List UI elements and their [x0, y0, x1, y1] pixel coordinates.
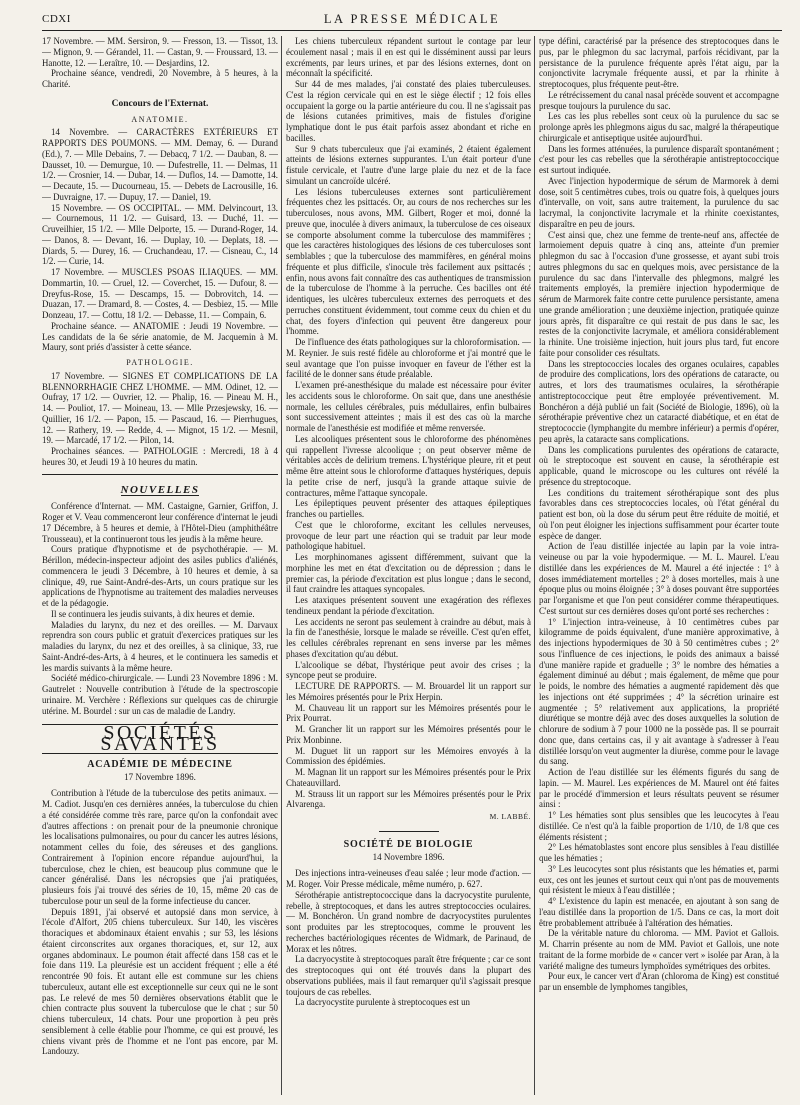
paragraph: L'alcoolique se débat, l'hystérique peut avoir des crises ; la syncope peut se produire. [286, 659, 531, 681]
page-number: CDXI [42, 13, 71, 25]
paragraph: C'est que le chloroforme, excitant les cellules nerveuses, provoque de leur part une réaction qui se traduit par leur mode pathologique habituel. [286, 519, 531, 552]
session-date: 17 Novembre 1896. [124, 771, 196, 782]
paragraph: Dans les complications purulentes des opérations de cataracte, où le streptocoque est souvent en cause, la sérothérapie est applicable, quand le microscope ou les cultures ont révélé la présence du streptocoque. [539, 444, 779, 487]
paragraph: 1° Les hématies sont plus sensibles que les leucocytes à l'eau distillée. Ce n'est qu'à la faible proportion de 1/10, de 1/8 que ces éléments résistent ; [539, 810, 779, 842]
subheading-anatomie: ANATOMIE. [131, 114, 189, 124]
paragraph: Le rétrécissement du canal nasal précède souvent et accompagne presque toujours la purulence du sac. [539, 89, 779, 111]
section-heading-nouvelles: NOUVELLES [120, 483, 200, 496]
paragraph: Avec l'injection hypodermique de sérum de Marmorek à demi dose, soit 5 centimètres cubes, trois ou quatre fois, à quelques jours d'intervalle, on voit, sans autre traitement, la purulence du sac lacrymal, la conjonctivite lacrymale et la rhinite coexistantes, disparaître en peu de jours. [539, 175, 779, 229]
column-divider-1 [281, 36, 282, 1095]
paragraph: Les lésions tuberculeuses externes sont particulièrement fréquentes chez les psittacés. Or, au cours de nos recherches sur les tuberculoses, nous avons, MM. Gilbert, Roger et moi, donné la preuve que, inoculée à divers animaux, la tuberculose de ces oiseaux se comporte absolument comme la tuberculose des mammifères ; que les caractères histologiques des lésions de ces tuberculoses sont semblables ; que la tuberculose des mammifères, en général moins fréquente et plus difficile, s'inocule très facilement aux psittacés ; enfin, nous avons fait connaître des cas authentiques de transmission de la tuberculose de l'homme à la perruche. Ces bacilles ont été identiques, les ulcères tuberculeux externes des perroquets et des perruches constituent évidemment, tout comme ceux du chien et du chat, des foyers d'infection qui peuvent être dangereux pour l'homme. [286, 186, 531, 337]
paragraph: M. Strauss lit un rapport sur les Mémoires présentés pour le Prix Alvarenga. [286, 788, 531, 810]
paragraph: Maladies du larynx, du nez et des oreilles. — M. Darvaux reprendra son cours public et gratuit d'exercices pratiques sur les maladies du larynx, du nez et des oreilles, à sa clinique, 33, rue Saint-André-des-Arts, à 4 heures, et le continuera les samedis et les mardis suivants à la même heure. [42, 619, 278, 673]
paragraph: 4° L'existence du lapin est menacée, en ajoutant à son sang de l'eau distillée dans la proportion de 1/5. Dans ce cas, la mort doit être probablement attribuée à l'altération des hématies. [539, 896, 779, 928]
paragraph: De l'influence des états pathologiques sur la chloroformisation. — M. Reynier. Je suis resté fidèle au chloroforme et j'ai montré que le seul avantage que l'on puisse invoquer en faveur de l'éther est la facilité de le donner sans étude préalable. [286, 337, 531, 380]
paragraph: 14 Novembre. — CARACTÈRES EXTÉRIEURS ET RAPPORTS DES POUMONS. — MM. Demay, 6. — Durand (Ed.), 7. — Mlle Debains, 7. — Debacq, 7 1/2. — Dauban, 8. — Dausset, 10. — Demurgue, 10. — Dufestrelle, 11. — Delmas, 11 1/2. — Crosnier, 14. — Dubar, 14. — Duflos, 14. — Damotte, 14. — Decaute, 15. — Ducourneau, 15. — Debets de Lacrousille, 16. — Duvraigne, 17. — Dupuy, 17. — Daniel, 19. [42, 127, 278, 202]
paragraph: Les cas les plus rebelles sont ceux où la purulence du sac se prolonge après les phlegmons aigus du sac, malgré la thérapeutique chirurgicale et antiseptique usitée aujourd'hui. [539, 111, 779, 143]
column-3 [539, 36, 779, 1095]
paragraph: Les chiens tuberculeux répandent surtout le contage par leur écoulement nasal ; mais il en est qui le disséminent aussi par leurs excréments, par leurs urines, et par des lésions externes, dont on méconnaît la spécificité. [286, 36, 531, 79]
paragraph: Dans les formes atténuées, la purulence disparaît spontanément ; c'est pour les cas rebelles que la sérothérapie antistreptococcique est surtout indiquée. [539, 143, 779, 175]
paragraph: Depuis 1891, j'ai observé et autopsié dans mon service, à l'école d'Alfort, 205 chiens tuberculeux. Sur 140, les viscères thoraciques et abdominaux étaient envahis ; sur 53, les lésions étaient circonscrites aux organes thoraciques, et, sur 12, aux organes abdominaux. Le poumon était affecté dans 158 cas et le foie dans 119. La pleurésie est un accident fréquent ; elle a été rencontrée 90 fois. Et autant elle est commune sur les chiens tuberculeux, autant elle est exceptionnelle sur ceux qui ne le sont pas. Le relevé de mes 50 dernières observations établit que le chien contracte plus souvent la tuberculose que le chat ; sur 50 chiens tuberculeux, 14 chats. Pour une proportion à peu près sensiblement à celle établie pour l'homme, ce qui est prouvé, les chiens vivant près de l'homme et ne l'ont pas encore, par M. Landouzy. [42, 906, 278, 1057]
paragraph: Les épileptiques peuvent présenter des attaques épileptiques franches ou partielles. [286, 498, 531, 519]
paragraph: M. Chauveau lit un rapport sur les Mémoires présentés pour le Prix Pourrat. [286, 702, 531, 724]
divider [42, 474, 278, 475]
subheading-pathologie: PATHOLOGIE. [126, 358, 194, 367]
paragraph: 1° L'injection intra-veineuse, à 10 centimètres cubes par kilogramme de poids équivalent, d'une manière approximative, à des injections hypodermiques de 30 à 50 centimètres cubes ; 2° sous l'influence de ces injections, le poids des animaux a baissé d'une manière rapide et graduelle ; 3° le nombre des hématies a également diminué au début ; mais également, de même que pour le poids, le nombre des hématies a augmenté rapidement dès que les injections ont été supprimées ; 4° la sécrétion urinaire est augmentée ; 5° relativement aux applications, la propriété diurétique se montre déjà avec des doses auxquelles la solution de chlorure de sodium à 7 pour 1000 ne la possède pas. Il se pourrait donc que, dans certains cas, il y ait avantage à s'adresser à l'eau distillée lorsqu'on veut augmenter la diurèse, comme pour le lavage du sang. [539, 616, 779, 767]
paragraph: Action de l'eau distillée injectée au lapin par la voie intra-veineuse ou par la voie hypodermique. — M. L. Maurel. L'eau distillée dans les expériences de M. Maurel a été injectée : 1° à doses immédiatement mortelles ; 2° à doses mortelles, mais à une époque plus ou moins éloignée ; 3° à doses pouvant être supportées par l'organisme et que l'on peut considérer comme thérapeutiques. C'est surtout sur ces dernières doses qu'ont porté ses recherches : [539, 541, 779, 616]
paragraph: De la véritable nature du chloroma. — MM. Paviot et Gallois. M. Charrin présente au nom de MM. Paviot et Gallois, une note traitant de la forme morbide de « cancer vert » isolée par Aran, à la variété maligne des tumeurs lymphoïdes symétriques des orbites. [539, 928, 779, 971]
paragraph: Sur 44 de mes malades, j'ai constaté des plaies tuberculeuses. C'est la région cervicale qui en est le siège électif ; 12 fois elles occupaient la gorge ou la partie antérieure du cou. Il ne s'agissait pas de lésions cutanées primitives, mais de fistules d'origine lymphatique dont le pus était parfois assez abondant et riche en bacilles. [286, 79, 531, 143]
paragraph: 17 Novembre. — MUSCLES PSOAS ILIAQUES. — MM. Dommartin, 10. — Cruel, 12. — Coverchet, 15. — Dufour, 8. — Dreyfus-Rose, 15. — Descamps, 15. — Dobrovitch, 14. — Duazan, 17. — Dramard, 8. — Costes, 4. — Desbiez, 15. — Mlle Donzeau, 17. — Cottu, 18 1/2. — Debasse, 11. — Compain, 6. [42, 267, 278, 320]
session-date: 14 Novembre 1896. [372, 851, 445, 862]
paragraph: 17 Novembre. — SIGNES ET COMPLICATIONS DE LA BLENNORRHAGIE CHEZ L'HOMME. — MM. Odinet, 12. — Oufray, 17 1/2. — Ouvrier, 12. — Phalip, 16. — Pineau M. H., 14. — Pouliot, 17. — Moineau, 13. — Mlle Przesjewsky, 16. — Quillier, 16 1/2. — Papon, 15. — Pascaud, 16. — Pierrhugues, 12. — Rathery, 19. — Redde, 4. — Mignot, 15 1/2. — Mesnil, 19. — Marcadé, 17 1/2. — Pilon, 14. [42, 370, 278, 446]
subsection-heading-biologie: SOCIÉTÉ DE BIOLOGIE [343, 838, 474, 850]
paragraph: Pour eux, le cancer vert d'Aran (chloroma de King) est constitué par un ensemble de lymphomes tangibles, [539, 971, 779, 992]
paragraph: 3° Les leucocytes sont plus résistants que les hématies et, parmi eux, ces ont les jeunes et surtout ceux qui n'ont pas de mouvements qui résistent le mieux à l'eau distillée ; [539, 863, 779, 896]
paragraph: L'examen pré-anesthésique du malade est nécessaire pour éviter les accidents sous le chloroforme. On sait que, dans une anesthésie normale, les cellules cérébrales, puis médullaires, enfin bulbaires sont successivement atteintes ; mais il est des cas où la marche normale de l'anesthésie est modifiée et même renversée. [286, 380, 531, 433]
paragraph: 17 Novembre. — MM. Sersiron, 9. — Fresson, 13. — Tissot, 13. — Mignon, 9. — Gérandel, 11. — Castan, 9. — Froussard, 13. — Hanotte, 12. — Leraître, 10. — Desjardins, 12. [42, 36, 278, 68]
paragraph: La dacryocystite à streptocoques paraît être fréquente ; car ce sont des streptocoques qui ont été trouvés dans la plupart des observations publiées, mais il faut remarquer qu'il s'agissait presque toujours de cas rebelles. [286, 954, 531, 997]
column-1 [42, 36, 278, 1095]
paragraph: Prochaine séance. — ANATOMIE : Jeudi 19 Novembre. — Les candidats de la 6e série anatomie, de M. Jacquemin à M. Maury, sont priés d'assister à cette séance. [42, 320, 278, 353]
paragraph: Prochaines séances. — PATHOLOGIE : Mercredi, 18 à 4 heures 30, et Jeudi 19 à 10 heures du matin. [42, 446, 278, 467]
paragraph: Les conditions du traitement sérothérapique sont des plus favorables dans ces streptococcies locales, où l'état général du patient est bon, où la dose du sérum peut être réduite de moitié, et où l'on peut éloigner les injections suffisamment pour écarter toute espèce de danger. [539, 487, 779, 541]
paragraph: Les ataxiques présentent souvent une exagération des réflexes tendineux pendant la période d'excitation. [286, 595, 531, 616]
paragraph: Les alcooliques présentent sous le chloroforme des phénomènes qui rappellent l'ivresse alcoolique ; on peut observer même de véritables accès de delirium tremens. L'hystérique pleure, rit et peut même être atteint sous le chloroforme d'attaques hystériques, depuis la petite crise de nerf, jusqu'à la grande attaque suivie de contractures, même l'attaque syncopale. [286, 433, 531, 498]
paragraph: Les accidents ne seront pas seulement à craindre au début, mais à la fin de l'anesthésie, lorsque le malade se réveille. C'est qu'en effet, les cellules cérébrales reprenant en sens inverse par les mêmes phases d'excitation qu'au début. [286, 616, 531, 659]
paragraph: Sérothérapie antistreptococcique dans la dacryocystite purulente, rebelle, à streptocoques, et dans les autres streptococcies oculaires. — M. Bonchéron. Un grand nombre de dacryocystites purulentes sont produites par les streptocoques, comme le prouvent les recherches bactériologiques récentes de Widmark, de Parinaud, de Morax et les nôtres. [286, 889, 531, 954]
paragraph: Prochaine séance, vendredi, 20 Novembre, à 5 heures, à la Charité. [42, 68, 278, 89]
paragraph: Cours pratique d'hypnotisme et de psychothérapie. — M. Bérillon, médecin-inspecteur adjoint des asiles publics d'aliénés, commencera le jeudi 3 Décembre, à 10 heures et demie, à sa clinique, 49, rue Saint-André-des-Arts, un cours pratique sur les applications de l'hypnotisme au traitement des maladies nerveuses et de la pédagogie. [42, 544, 278, 608]
section-heading-concours: Concours de l'Externat. [111, 98, 209, 109]
paragraph: Les morphinomanes agissent différemment, suivant que la morphine les met en état d'excitation ou de dépression ; dans le premier cas, la période d'excitation est plus longue ; dans le second, il faut craindre les attaques syncopales. [286, 552, 531, 595]
paragraph: type défini, caractérisé par la présence des streptocoques dans le pus, par le phlegmon du sac lacrymal, parfois récidivant, par la persistance de la purulence fréquente après l'état aigu, par la conjonctivite lacrymale fréquente aussi, et par la rhinite à streptocoques, plus fréquente peut-être. [539, 36, 779, 89]
column-2 [286, 36, 531, 1095]
paragraph: Des injections intra-veineuses d'eau salée ; leur mode d'action. — M. Roger. Voir Presse médicale, même numéro, p. 627. [286, 868, 531, 889]
section-banner-societes-savantes: SOCIÉTÉS SAVANTES [42, 724, 278, 754]
paragraph: Conférence d'Internat. — MM. Castaigne, Garnier, Griffon, J. Roger et V. Veau commenceront leur conférence d'internat le jeudi 17 Décembre, à 5 heures et demie, à l'Hôtel-Dieu (amphithéâtre Trousseau), et la continueront tous les jeudis à la même heure. [42, 501, 278, 544]
paragraph: Sur 9 chats tuberculeux que j'ai examinés, 2 étaient également atteints de lésions externes suppurantes. L'un était porteur d'une fistule cervicale, et l'autre d'une large plaie du nez et de la face simulant un cancroïde ulcéré. [286, 143, 531, 186]
paragraph: M. Duguet lit un rapport sur les Mémoires envoyés à la Commission des épidémies. [286, 745, 531, 767]
paragraph: C'est ainsi que, chez une femme de trente-neuf ans, affectée de larmoiement depuis quatre à cinq ans, atteinte d'un premier phlegmon du sac à l'occasion d'une grossesse, et ayant subi trois autres phlegmons du sac en quelques mois, avec persistance de la purulence du sac dans l'intervalle des phlegmons, malgré les traitements employés, la première injection hypodermique de sérum de Marmorek faite contre cette purulence persistante, amena une grande amélioration ; une deuxième injection, pratiquée quinze jours après, fit disparaître ce qui restait de pus dans le sac, les restes de la conjonctivite lacrymale, et améliora considérablement la rhinite. Une troisième injection, huit jours plus tard, fut encore faite pour consolider ces résultats. [539, 229, 779, 358]
author-signature: M. LABBÉ. [489, 812, 531, 821]
divider [379, 831, 439, 832]
column-divider-2 [534, 36, 535, 1095]
paragraph: Dans les streptococcies locales des organes oculaires, capables de produire des complications, lors des opérations de cataracte, ou autres, et lors des traumatismes oculaires, la sérothérapie antistreptococcique peut être employée préventivement. M. Bonchéron a déjà publié un fait (Société de Biologie, 1896), où la sérothérapie préventive chez un cataracté diabétique, et en état de streptococcie (lymphangite du membre inférieur) a permis d'opérer, peu après, la cataracte sans complications. [539, 358, 779, 444]
paragraph: La dacryocystite purulente à streptocoques est un [295, 997, 470, 1008]
paragraph: LECTURE DE RAPPORTS. — M. Brouardel lit un rapport sur les Mémoires présentés pour le Prix Herpin. [286, 681, 531, 702]
paragraph: 2° Les hématoblastes sont encore plus sensibles à l'eau distillée que les hématies ; [539, 842, 779, 863]
paragraph: Il se continuera les jeudis suivants, à dix heures et demie. [51, 608, 255, 619]
paragraph: Action de l'eau distillée sur les éléments figurés du sang de lapin. — M. Maurel. Les expériences de M. Maurel ont été faites par le procédé d'immersion et leurs résultats peuvent se résumer ainsi : [539, 767, 779, 810]
paragraph: Société médico-chirurgicale. — Lundi 23 Novembre 1896 : M. Gautrelet : Nouvelle contribution à l'étude de la spectroscopie urinaire. M. Verchère : Réflexions sur quelques cas de chirurgie utérine. M. Bourdel : sur un cas de maladie de Landry. [42, 673, 278, 716]
paragraph: M. Magnan lit un rapport sur les Mémoires présentés pour le Prix Chateauvillard. [286, 767, 531, 788]
page-header [42, 10, 782, 31]
paragraph: 15 Novembre. — OS OCCIPITAL. — MM. Delvincourt, 13. — Cournemous, 11 1/2. — Guisard, 13. — Duché, 11. — Cruveilhier, 15 1/2. — Mlle Delporte, 15. — Durand-Roger, 14. — Danos, 8. — Devant, 16. — Duplay, 10. — Deplats, 18. — Diards, 5. — Durey, 16. — Cruchandeau, 17. — Cisneau, C., 14 1/2. — Curie, 14. [42, 202, 278, 267]
journal-title: LA PRESSE MÉDICALE [323, 12, 501, 26]
paragraph: M. Grancher lit un rapport sur les Mémoires présentés pour le Prix Monbinne. [286, 724, 531, 745]
paragraph: Contribution à l'étude de la tuberculose des petits animaux. — M. Cadiot. Jusqu'en ces dernières années, la tuberculose du chien a été considérée comme très rare, parce qu'on la confondait avec d'autres affections : on prenait pour de la pneumonie chronique les localisations pulmonaires, ou pour du cancer les autres lésions, notamment celles du foie, des séreuses et des ganglions. Contrairement à l'opinion encore répandue aujourd'hui, la tuberculose, chez le chien, est beaucoup plus commune que le cancer généralisé. Dans les nécropsies que j'ai pratiquées, plusieurs fois j'ai trouvé des séries de 10, 15, même 20 cas de tuberculose pour un seul de la forme infectieuse du cancer. [42, 788, 278, 906]
subsection-heading-academie: ACADÉMIE DE MÉDECINE [87, 758, 233, 770]
